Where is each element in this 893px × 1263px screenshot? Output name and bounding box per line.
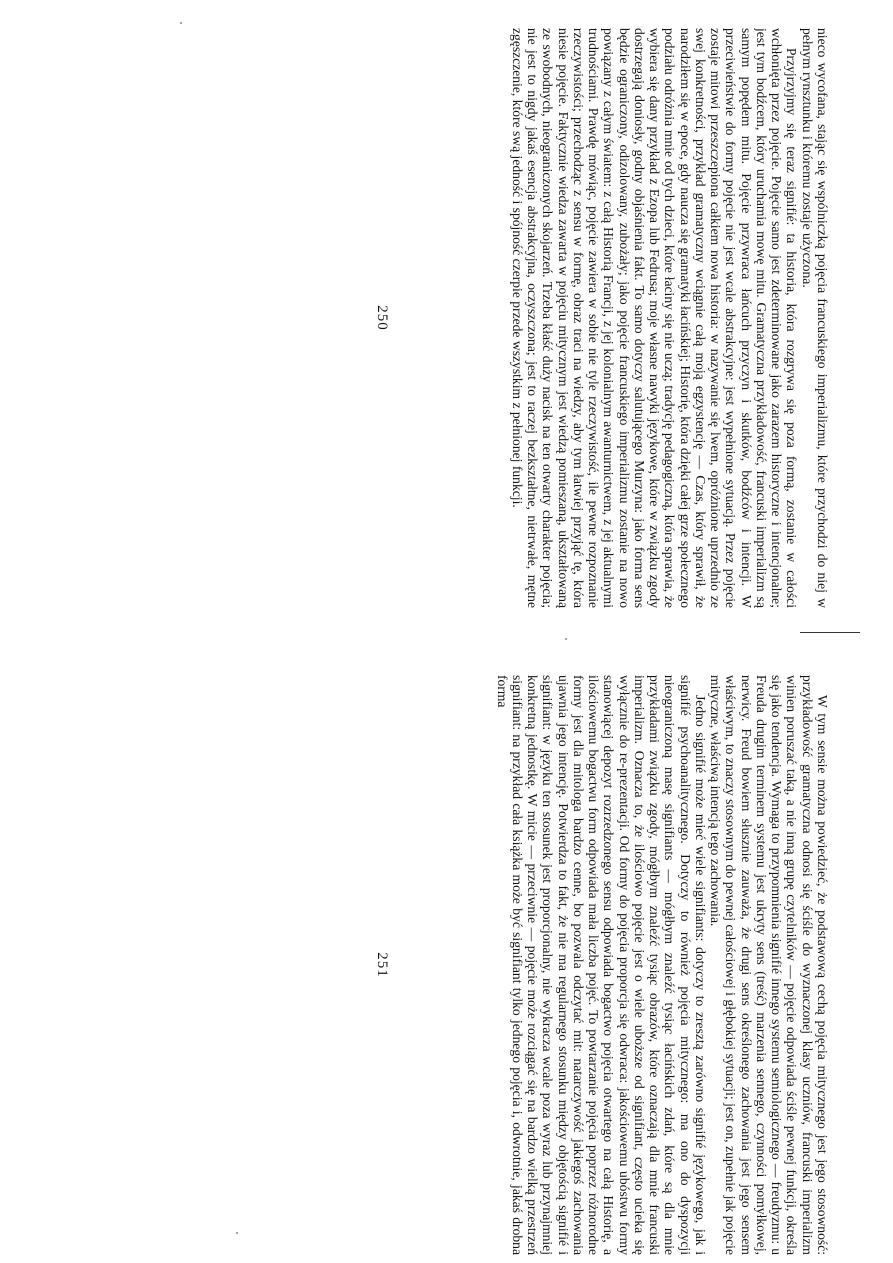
page-250-text xyxy=(400,28,830,608)
scan-speck xyxy=(565,638,567,640)
page-number: 251 xyxy=(374,952,390,978)
scan-speck xyxy=(180,22,182,24)
scan-speck xyxy=(236,1232,238,1234)
paragraph: W tym sensie można powiedzieć, że podstawową cechą pojęcia mitycznego jest jego stosowność: przykładowość gramatyczna odnosi się ściśle do wyznaczonej klasy uczniów, francuski imperializm winien poruszać taką, a nie inną grupę czytelników — pojęcie odpowiada ściśle pewnej funkcji, określa się jako tendencja. Wymaga to przypomnienia signifié innego systemu semiologicznego — freudyzmu: u Freuda drugim terminem systemu jest ukryty sens (treść) marzenia sennego, czynności pomyłkowej, nerwicy. Freud bowiem słusznie zauważa, że drugi sens określonego zachowania jest jego sensem właściwym, to znaczy stosownym do pewnej całościowej i głębokiej sytuacji; jest on, zupełnie jak pojęcie mityczne, właściwą intencją tego zachowania. xyxy=(708,675,830,1255)
page-250 xyxy=(360,28,830,608)
paragraph: Przyjrzyjmy się teraz signifié: ta historia, która rozgrywa się poza formą, zostanie w całości wchłonięta przez pojęcie. Pojęcie samo jest zdeterminowane jako zarazem historyczne i intencjonalne; jest tym bodźcem, który uruchamia mowę mitu. Gramatyczna przykładowość, francuski imperializm są samym popędem mitu. Pojęcie przywraca łańcuch przyczyn i skutków, bodźców i intencji. W przeciwieństwie do formy pojęcie nie jest wcale abstrakcyjne: jest wypełnione sytuacją. Przez pojęcie zostaje mitowi przeszczepiona całkiem nowa historia: w nazywanie się lwem, opróżnione uprzednio ze swej konkretności, przykład gramatyczny wciągnie całą moją egzystencję — Czas, który sprawił, że narodziłem się w epoce, gdy naucza się gramatyki łacińskiej; Historię, która dzięki całej grze społecznego podziału odróżnia mnie od tych dzieci, które łaciny się nie uczą; tradycję pedagogiczną, która sprawia, że wybiera się dany przykład z Ezopa lub Fedrusa; moje własne nawyki językowe, które w związku zgody dostrzegają doniosły, godny objaśnienia fakt. To samo dotyczy salutującego Murzyna: jako forma sens będzie ograniczony, odizolowany, zubożały; jako pojęcie francuskiego imperializmu zostanie na nowo powiązany z całym światem: z całą Historią Francji, z jej kolonialnym awanturnictwem, z jej aktualnymi trudnościami. Prawdę mówiąc, pojęcie zawiera w sobie nie tyle rzeczywistość, ile pewne rozpoznanie rzeczywistości; przechodząc z sensu w formę, obraz traci na wiedzy, aby tym łatwiej przyjąć tę, która niesie pojęcie. Faktycznie wiedza zawarta w pojęciu mitycznym jest wiedzą pomieszaną, ukształtowaną ze swobodnych, nieograniczonych skojarzeń. Trzeba kłaść duży nacisk na ten otwarty charakter pojęcia; nie jest to nigdy jakaś esencja abstrakcyjna, oczyszczona; jest to raczej bezkształtne, nietrwałe, mętne zgęszczenie, które swą jedność i spójność czerpie przede wszystkim z pełnionej funkcji. xyxy=(510,28,800,608)
page-number: 250 xyxy=(374,305,390,331)
paragraph: nieco wycofana, stając się wspólniczką pojęcia francuskiego imperializmu, które przychodzi do niej w pełnym rynsztunku i któremu zostaje użyczona. xyxy=(799,28,830,608)
page-251-text xyxy=(400,675,830,1255)
gutter-divider xyxy=(800,632,860,633)
paragraph: Jedno signifié może mieć wiele signifiants: dotyczy to zresztą zarówno signifié językowego, jak i signifié psychoanalitycznego. Dotyczy to również pojęcia mitycznego: ma ono do dyspozycji nieograniczoną masę signifiants — mógłbym znaleźć tysiąc łacińskich zdań, które są dla mnie przykładami związku zgody, mógłbym znaleźć tysiąc obrazów, które oznaczają dla mnie francuski imperializm. Oznacza to, że ilościowo pojęcie jest o wiele uboższe od signifiant, często ucieka się wyłącznie do re-prezentacji. Od formy do pojęcia proporcja się odwraca: jakościowemu ubóstwu formy stanowiącej depozyt rozrzedzonego sensu odpowiada bogactwo pojęcia otwartego na całą Historię, a ilościowemu bogactwu form odpowiada mała liczba pojęć. To powtarzanie pojęcia poprzez różnorodne formy jest dla mitologa bardzo cenne, bo pozwala odczytać mit: natarczywość jakiegoś zachowania ujawnia jego intencję. Potwierdza to fakt, że nie ma regularnego stosunku między objętością signifié i signifiant: w języku ten stosunek jest proporcjonalny, nie wykracza wcale poza wyraz lub przynajmniej konkretną jednostkę. W micie — przeciwnie — pojęcie może rozciągać się na bardzo wielką przestrzeń signifiant: na przykład cała książka może być signifiant tylko jednego pojęcia i, odwrotnie, jakaś drobna forma xyxy=(494,675,708,1255)
page-251 xyxy=(360,675,830,1255)
